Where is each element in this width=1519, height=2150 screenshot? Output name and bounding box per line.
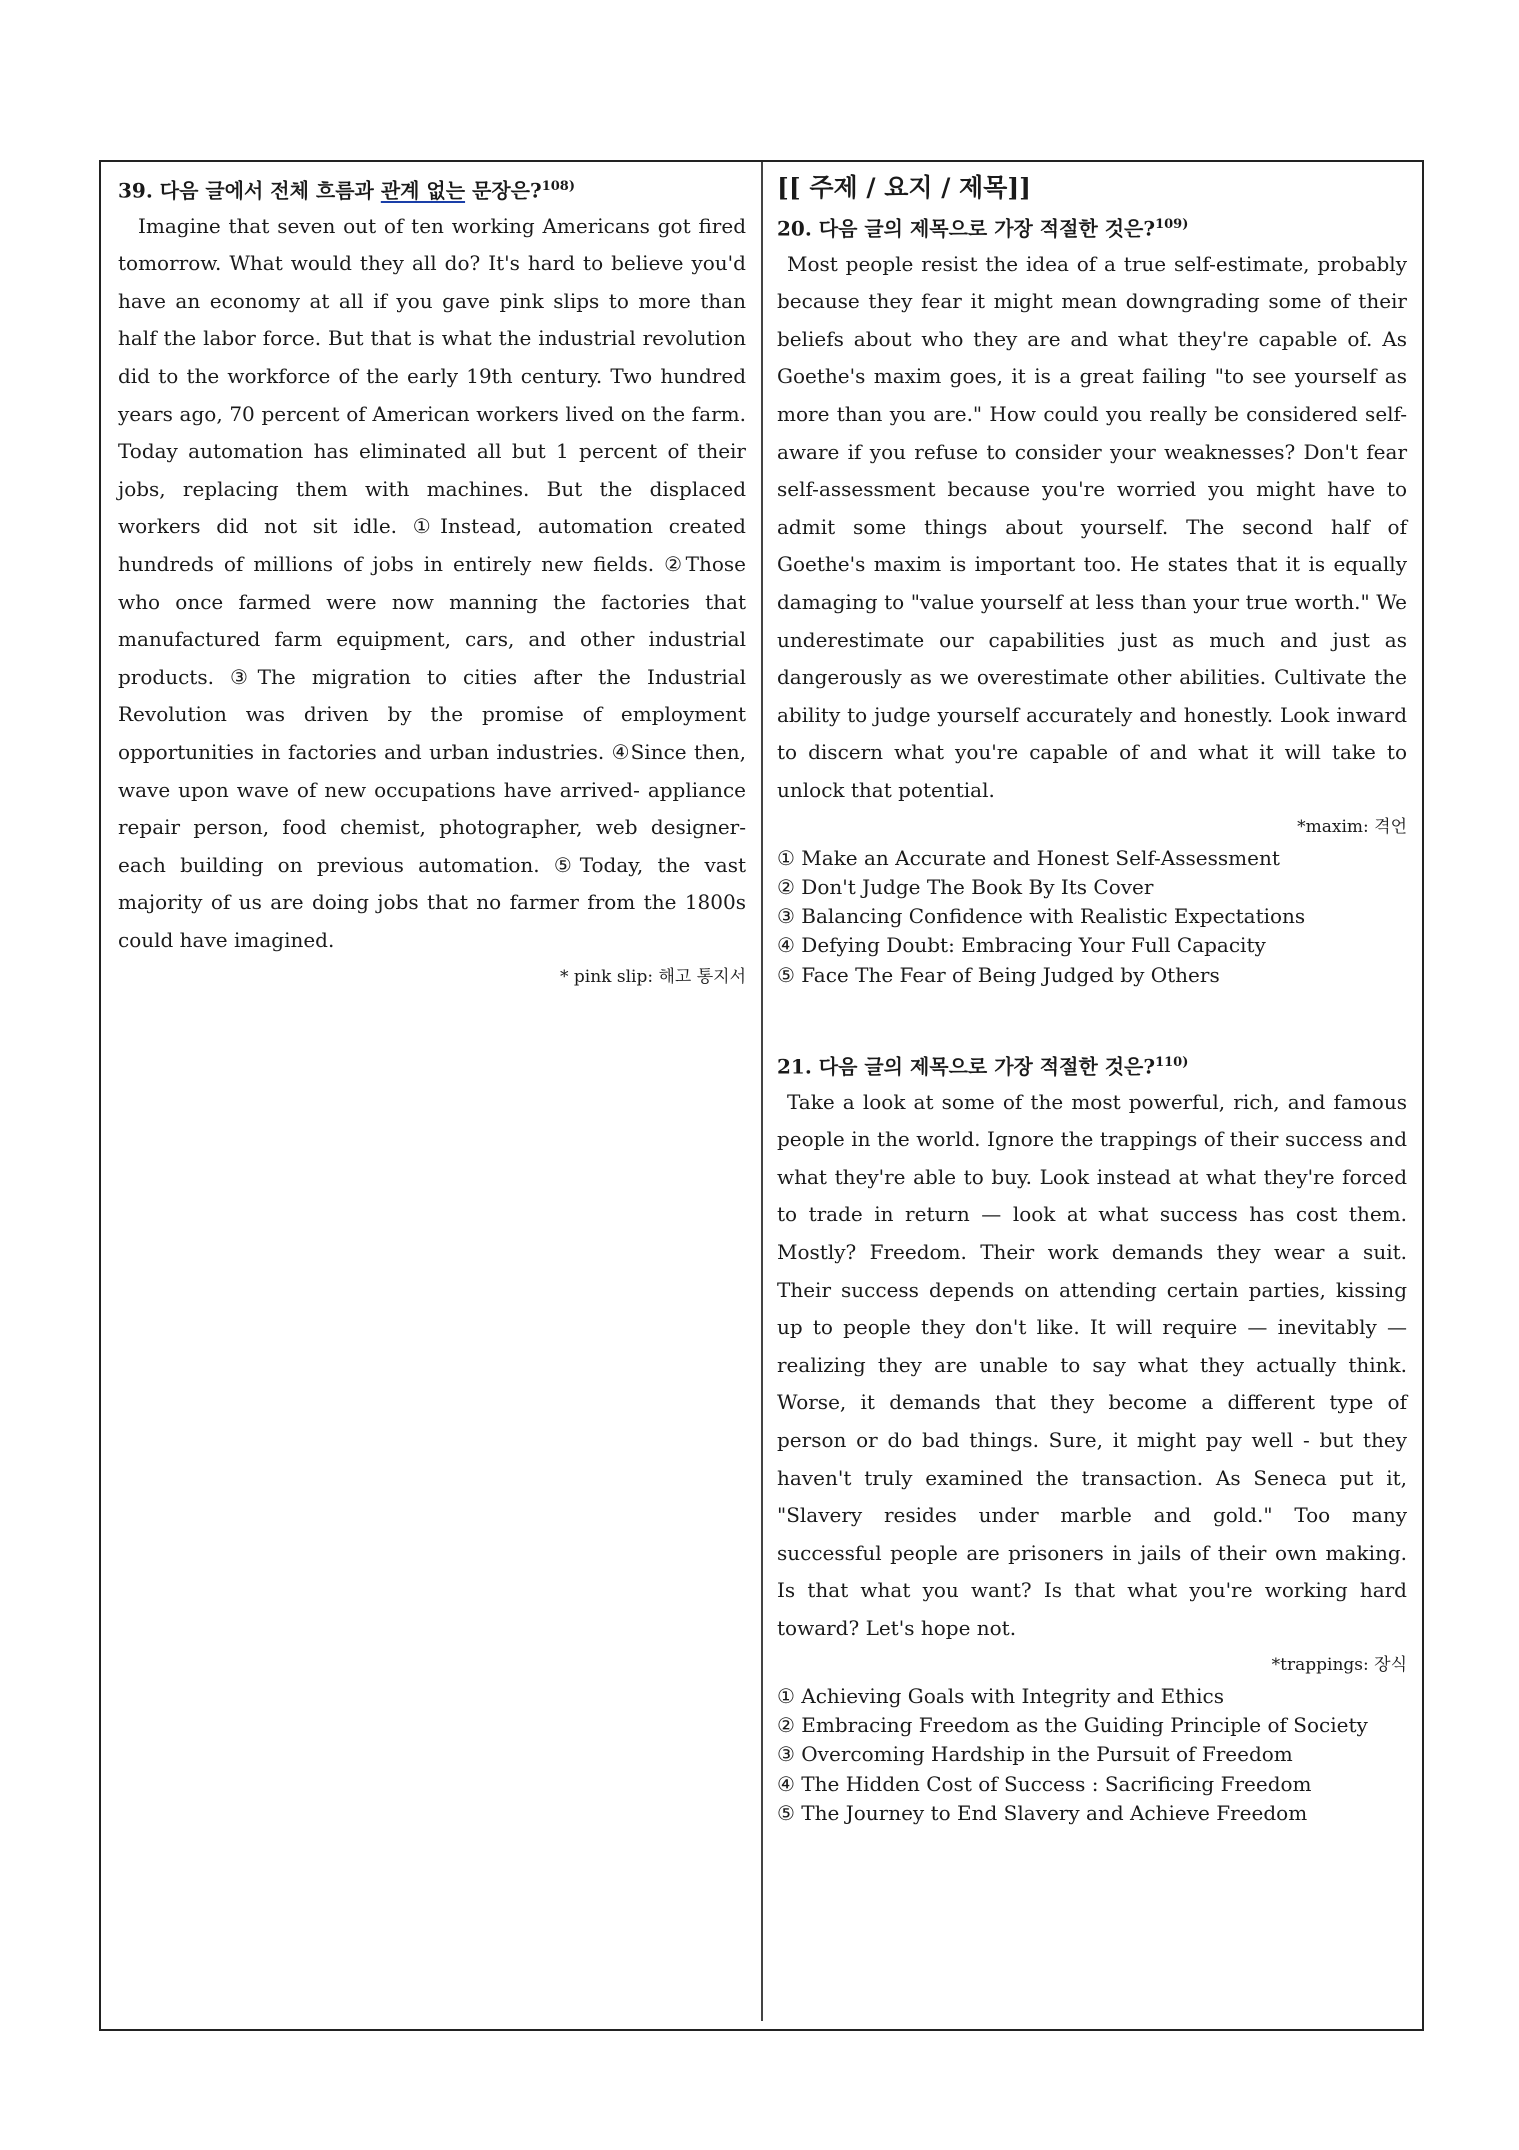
q21-option: ③ Overcoming Hardship in the Pursuit of Freedom: [777, 1742, 1293, 1767]
q39-footnote-ref: 108): [541, 179, 576, 194]
q20-option: ② Don't Judge The Book By Its Cover: [777, 874, 1154, 899]
q39-title: [118, 170, 746, 208]
q39-passage: Imagine that seven out of ten working Americans got fired tomorrow. What would they all do? It's hard to believe you'd have an economy at all if you gave pink slips to more than half the labor force. But that is what the industrial revolution did to the workforce of the early 19th century. Two hundred years ago, 70 percent of American workers lived on the farm. Today automation has eliminated all but 1 percent of their jobs, replacing them with machines. But the displaced workers did not sit idle. ①Instead, automation created hundreds of millions of jobs in entirely new fields. ②Those who once farmed were now manning the factories that manufactured farm equipment, cars, and other industrial products. ③The migration to cities after the Industrial Revolution was driven by the promise of employment opportunities in factories and urban industries. ④Since then, wave upon wave of new occupations have arrived- appliance repair person, food chemist, photographer, web designer-each building on previous automation. ⑤Today, the vast majority of us are doing jobs that no farmer from the 1800s could have imagined.: [118, 213, 746, 952]
q21-footnote-ref: 110): [1155, 1055, 1189, 1071]
q20-option: ⑤ Face The Fear of Being Judged by Others: [777, 962, 1220, 987]
q39-title-text: 39. 다음 글에서 전체 흐름과: [118, 178, 381, 203]
right-column: [777, 170, 1407, 1828]
q21-title: [777, 1046, 1407, 1084]
q21-option: ⑤ The Journey to End Slavery and Achieve Freedom: [777, 1800, 1308, 1825]
q39-title-underlined: 관계 없는: [380, 178, 466, 203]
q21-option: ① Achieving Goals with Integrity and Ethics: [777, 1683, 1224, 1708]
section-title: [[ 주제 / 요지 / 제목]]: [777, 173, 1031, 202]
q21-option: ④ The Hidden Cost of Success : Sacrificing Freedom: [777, 1771, 1312, 1796]
q20-title: [777, 208, 1407, 246]
q20-title-text: 20. 다음 글의 제목으로 가장 적절한 것은?: [777, 216, 1156, 241]
q39-note: * pink slip: 해고 통지서: [559, 966, 746, 987]
q20-passage: Most people resist the idea of a true self-estimate, probably because they fear it might mean downgrading some of their beliefs about who they are and what they're capable of. As Goethe's maxim goes, it is a great failing "to see yourself as more than you are." How could you really be considered self-aware if you refuse to consider your weaknesses? Don't fear self-assessment because you're worried you might have to admit some things about yourself. The second half of Goethe's maxim is important too. He states that it is equally damaging to "value yourself at less than your true worth." We underestimate our capabilities just as much and just as dangerously as we overestimate other abilities. Cultivate the ability to judge yourself accurately and honestly. Look inward to discern what you're capable of and what it will take to unlock that potential.: [777, 251, 1407, 802]
q21-passage: Take a look at some of the most powerful, rich, and famous people in the world. Ignore the trappings of their success and what they're able to buy. Look instead at what they're forced to trade in return — look at what success has cost them. Mostly? Freedom. Their work demands they wear a suit. Their success depends on attending certain parties, kissing up to people they don't like. It will require — inevitably — realizing they are unable to say what they actually think. Worse, it demands that they become a different type of person or do bad things. Sure, it might pay well - but they haven't truly examined the transaction. As Seneca put it, "Slavery resides under marble and gold." Too many successful people are prisoners in jails of their own making. Is that what you want? Is that what you're working hard toward? Let's hope not.: [777, 1089, 1407, 1641]
left-column: [118, 170, 746, 994]
q21-note: *trappings: 장식: [1271, 1654, 1407, 1675]
column-divider: [761, 162, 763, 2021]
q20-options: [777, 844, 1407, 990]
q21-options: [777, 1682, 1407, 1828]
q20-option: ① Make an Accurate and Honest Self-Assessment: [777, 845, 1280, 870]
q20-option: ④ Defying Doubt: Embracing Your Full Capacity: [777, 933, 1266, 958]
q21-option: ② Embracing Freedom as the Guiding Principle of Society: [777, 1712, 1368, 1737]
q21-title-text: 21. 다음 글의 제목으로 가장 적절한 것은?: [777, 1054, 1156, 1079]
q20-footnote-ref: 109): [1155, 217, 1189, 232]
q20-note: *maxim: 격언: [1297, 816, 1407, 837]
q20-option: ③ Balancing Confidence with Realistic Expectations: [777, 904, 1306, 929]
q39-title-end: 문장은?: [465, 178, 542, 203]
